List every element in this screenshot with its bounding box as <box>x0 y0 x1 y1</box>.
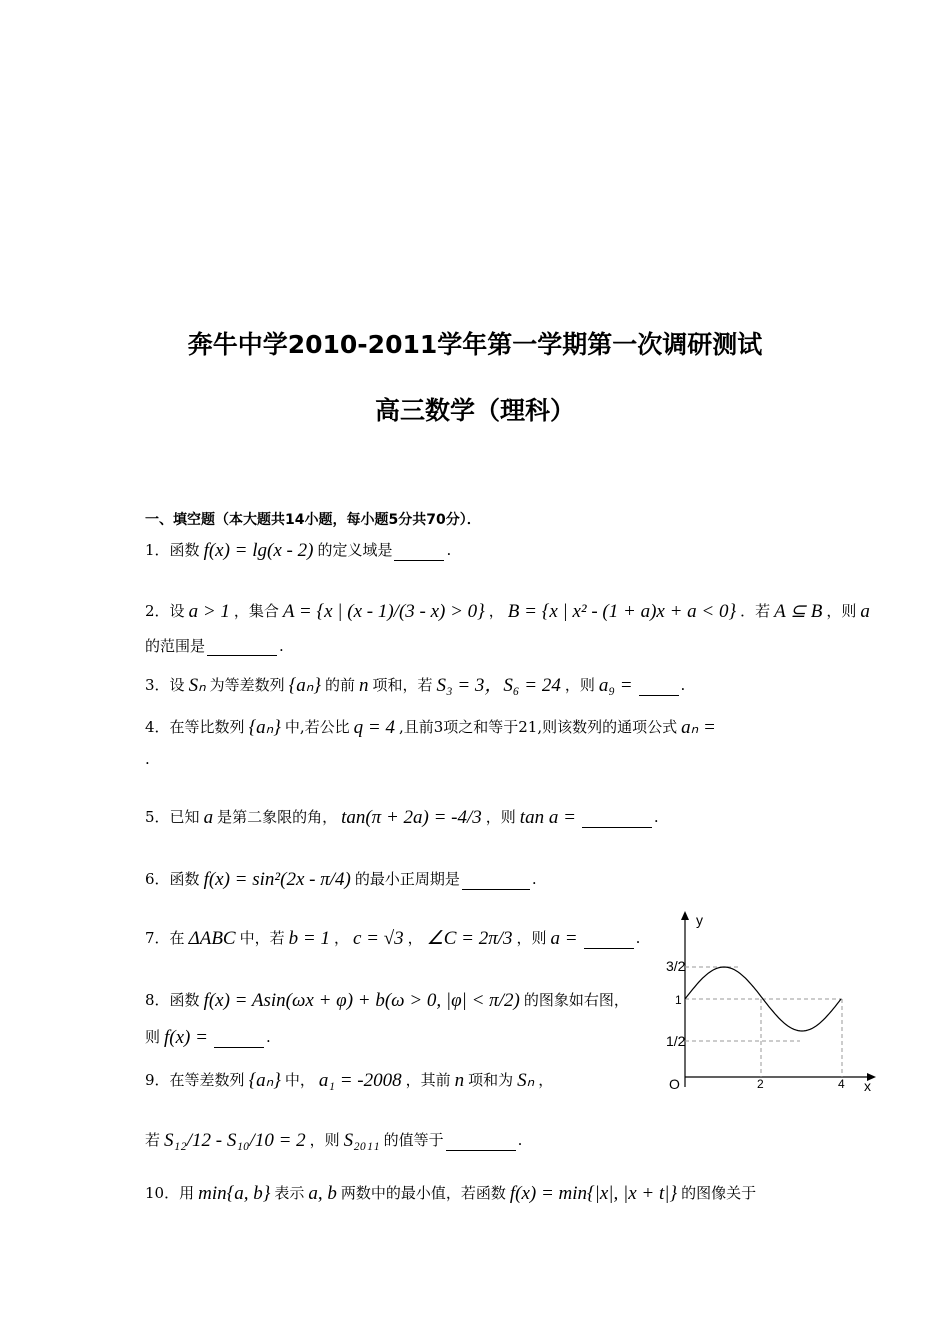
question-5: 5．已知 a 是第二象限的角， tan(π + 2a) = -4/3 ，则 tan a = . <box>145 807 659 828</box>
exam-subtitle: 高三数学（理科） <box>374 396 575 425</box>
y-tick-one: 1 <box>675 993 682 1007</box>
question-4: 4．在等比数列 {aₙ} 中,若公比 q = 4 ,且前3项之和等于21,则该数列的通项公式 aₙ = <box>145 717 716 738</box>
question-9-cont: 若 S₁₂/12 - S₁₀/10 = 2 ，则 S₂₀₁₁ 的值等于 . <box>145 1130 523 1151</box>
answer-blank <box>462 873 530 890</box>
x-tick-two: 2 <box>757 1077 764 1091</box>
answer-blank <box>394 544 444 561</box>
set-b-formula: B = {x | x² - (1 + a)x + a < 0} <box>507 601 737 622</box>
question-7: 7．在 ΔABC 中，若 b = 1 ， c = √3 ， ∠C = 2π/3 ，则 a = . <box>145 928 641 949</box>
question-8-cont: 则 f(x) = . <box>145 1027 271 1048</box>
question-3: 3．设 Sₙ 为等差数列 {aₙ} 的前 n 项和，若 S₃ = 3，S₆ = 24 ，则 a₉ = . <box>145 675 686 696</box>
y-axis-label: y <box>696 912 703 928</box>
question-6: 6．函数 f(x) = sin²(2x - π/4) 的最小正周期是 . <box>145 869 537 890</box>
section-heading: 一、填空题（本大题共14小题，每小题5分共70分）． <box>145 512 481 528</box>
q1-number: 1． <box>145 541 170 559</box>
answer-blank <box>584 932 634 949</box>
exam-title: 奔牛中学2010-2011学年第一学期第一次调研测试 <box>187 330 763 359</box>
question-9: 9．在等差数列 {aₙ} 中， a₁ = -2008 ，其前 n 项和为 Sₙ ， <box>145 1070 554 1091</box>
x-axis-label: x <box>864 1078 871 1094</box>
answer-blank <box>639 679 679 696</box>
y-tick-three-halves: 3/2 <box>666 958 686 974</box>
q1-formula: f(x) = lg(x - 2) <box>203 540 314 561</box>
question-4-cont: . <box>145 750 150 768</box>
answer-blank <box>446 1134 516 1151</box>
answer-blank <box>207 639 277 656</box>
y-tick-half: 1/2 <box>666 1033 686 1049</box>
question-2: 2．设 a > 1 ，集合 A = {x | (x - 1)/(3 - x) > 0} ， B = {x | x² - (1 + a)x + a < 0} ．若 A ⊆ B ，则 a <box>145 601 870 622</box>
question-2-cont: 的范围是 . <box>145 637 284 655</box>
set-a-formula: A = {x | (x - 1)/(3 - x) > 0} <box>282 601 485 622</box>
sine-graph <box>660 905 880 1095</box>
answer-blank <box>582 811 652 828</box>
question-1: 1．函数 f(x) = lg(x - 2) 的定义域是 . <box>145 540 452 561</box>
x-tick-four: 4 <box>838 1077 845 1091</box>
answer-blank <box>214 1031 264 1048</box>
question-10: 10．用 min{a, b} 表示 a, b 两数中的最小值，若函数 f(x) = min{|x|, |x + t|} 的图像关于 <box>145 1183 757 1204</box>
dashed-guides <box>685 967 842 1077</box>
y-axis-arrow <box>681 911 689 920</box>
question-8: 8．函数 f(x) = Asin(ωx + φ) + b(ω > 0, |φ| < π/2) 的图象如右图， <box>145 990 629 1011</box>
origin-label: O <box>669 1076 680 1092</box>
